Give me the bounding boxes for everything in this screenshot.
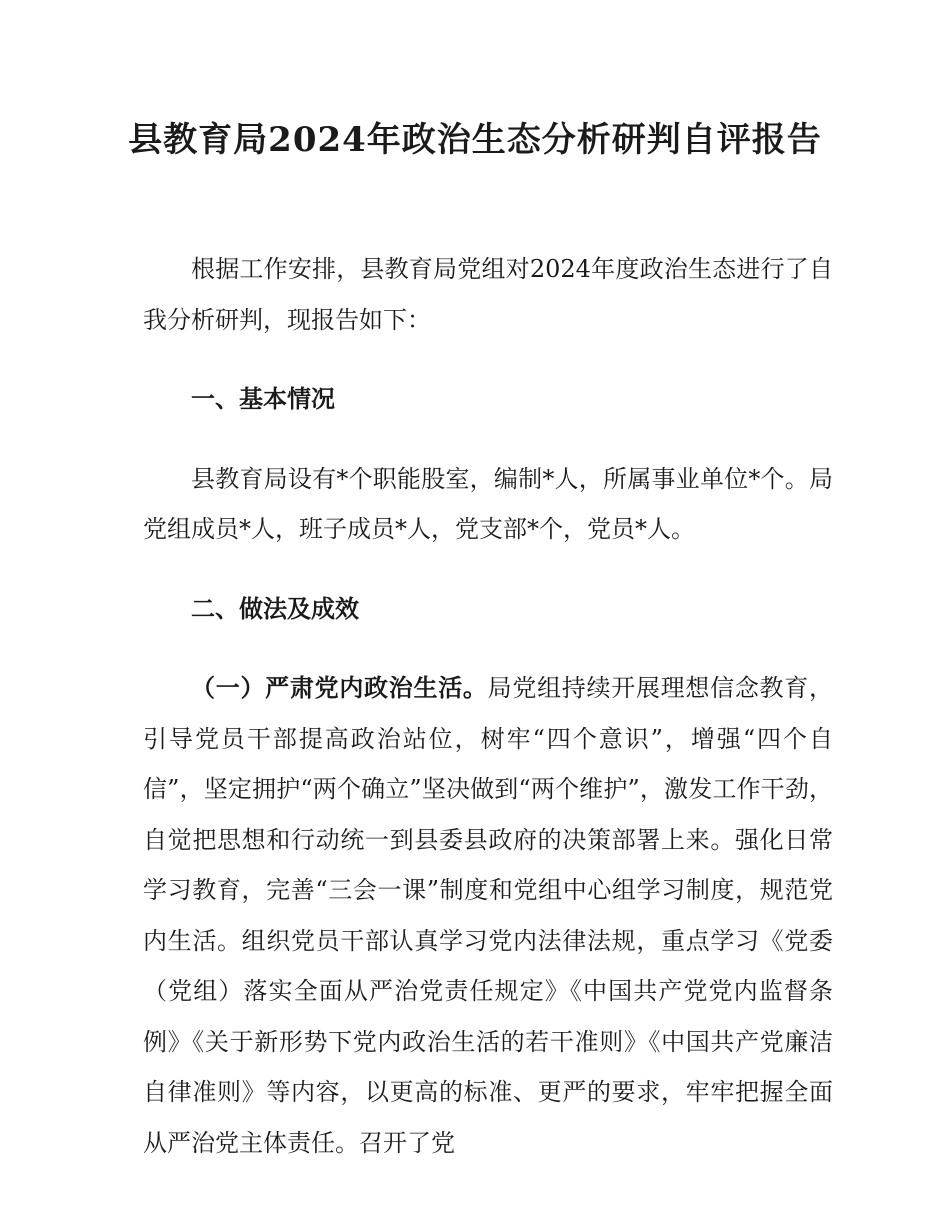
intro-paragraph: 根据工作安排，县教育局党组对2024年度政治生态进行了自我分析研判，现报告如下： [143, 255, 833, 334]
section-2-item-1-text: 局党组持续开展理想信念教育，引导党员干部提高政治站位，树牢“四个意识”，增强“四个自信”，坚定拥护“两个确立”坚决做到“两个维护”，激发工作干劲，自觉把思想和行动统一到县委县政府的决策部署上来。强化日常学习教育，完善“三会一课”制度和党组中心组学习制度，规范党内生活。组织党员干部认真学习党内法律法规，重点学习《党委（党组）落实全面从严治党责任规定》《中国共产党党内监督条例》《关于新形势下党内政治生活的若干准则》《中国共产党廉洁自律准则》等内容，以更高的标准、更严的要求，牢牢把握全面从严治党主体责任。召开了党 [143, 674, 833, 1157]
section-2-item-1-paragraph [143, 663, 833, 1168]
section-2-heading: 二、做法及成效 [191, 594, 359, 623]
section-2-item-1-lead: （一）严肃党内政治生活。 [191, 674, 488, 702]
document-body [143, 244, 833, 1168]
section-1-heading: 一、基本情况 [191, 385, 335, 413]
section-1-paragraph: 县教育局设有*个职能股室，编制*人，所属事业单位*个。局党组成员*人，班子成员*人，党支部*个，党员*人。 [143, 464, 833, 543]
document-title: 县教育局2024年政治生态分析研判自评报告 [128, 120, 822, 160]
